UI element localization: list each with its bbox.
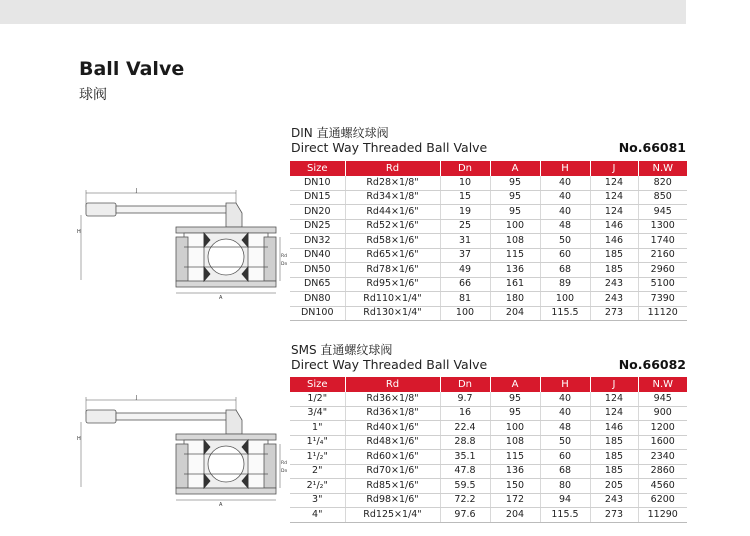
table-cell: 900 [638,406,687,421]
table-cell: Rd48×1/6" [345,435,440,450]
dim-label-a: A [219,295,223,301]
table-cell: 60 [540,248,590,263]
table-cell: 100 [540,292,590,307]
table-cell: 146 [590,219,638,234]
table-cell: Rd110×1/4" [345,292,440,307]
table-row [290,219,687,234]
table-row [290,234,687,249]
table-cell: 15 [440,190,490,205]
table-cell: Rd65×1/6" [345,248,440,263]
table-cell: 95 [490,406,540,421]
table-cell: Rd34×1/8" [345,190,440,205]
table-cell: Rd98×1/6" [345,493,440,508]
table-cell: 1200 [638,421,687,436]
table-cell: 172 [490,493,540,508]
top-banner-bar [0,0,686,24]
table-cell: 47.8 [440,464,490,479]
table-row [290,248,687,263]
table-row [290,435,687,450]
table-cell: DN40 [290,248,345,263]
table-row [290,464,687,479]
table-cell: DN65 [290,277,345,292]
table-cell: 204 [490,508,540,523]
table-row [290,292,687,307]
column-header: A [490,377,540,392]
table-row [290,277,687,292]
table-cell: 124 [590,176,638,190]
table-cell: 2340 [638,450,687,465]
table-cell: 25 [440,219,490,234]
table-cell: 1300 [638,219,687,234]
column-header: Dn [440,161,490,176]
table-cell: 50 [540,435,590,450]
dim-label-dn: Dn [281,469,288,474]
table-cell: 6200 [638,493,687,508]
table-cell: 243 [590,493,638,508]
table-cell: 124 [590,392,638,406]
table-cell: 2860 [638,464,687,479]
table-cell: 4" [290,508,345,523]
table-cell: DN50 [290,263,345,278]
table-cell: 108 [490,234,540,249]
table-cell: 40 [540,190,590,205]
table-cell: 1740 [638,234,687,249]
table-row [290,508,687,523]
table-cell: 1¹/₂" [290,450,345,465]
dim-label-j: J [136,395,138,401]
table-cell: 3/4" [290,406,345,421]
table-cell: 115.5 [540,508,590,523]
table-cell: 124 [590,190,638,205]
sms-heading-cn: SMS 直通螺纹球阀 [291,343,393,357]
table-cell: DN100 [290,306,345,321]
table-cell: 945 [638,205,687,220]
table-cell: 136 [490,263,540,278]
table-cell: 115 [490,450,540,465]
table-cell: DN15 [290,190,345,205]
table-cell: 273 [590,306,638,321]
table-cell: 1600 [638,435,687,450]
table-cell: Rd44×1/6" [345,205,440,220]
table-cell: 40 [540,406,590,421]
table-cell: 66 [440,277,490,292]
column-header: H [540,161,590,176]
table-row [290,392,687,406]
table-cell: 850 [638,190,687,205]
table-cell: 150 [490,479,540,494]
table-cell: Rd130×1/4" [345,306,440,321]
table-cell: 49 [440,263,490,278]
table-cell: Rd36×1/8" [345,392,440,406]
column-header: J [590,161,638,176]
table-cell: 60 [540,450,590,465]
table-cell: DN20 [290,205,345,220]
table-cell: 40 [540,176,590,190]
table-cell: 72.2 [440,493,490,508]
table-header-row [290,377,687,392]
table-cell: 185 [590,248,638,263]
table-cell: 37 [440,248,490,263]
table-cell: 243 [590,277,638,292]
column-header: Dn [440,377,490,392]
din-spec-table [290,161,687,321]
dim-label-dn: Dn [281,262,288,267]
table-row [290,306,687,321]
dim-label-rd: Rd [281,461,287,466]
table-cell: Rd28×1/8" [345,176,440,190]
table-cell: 97.6 [440,508,490,523]
table-cell: Rd125×1/4" [345,508,440,523]
table-cell: 80 [540,479,590,494]
table-cell: 9.7 [440,392,490,406]
table-row [290,263,687,278]
table-cell: 100 [490,421,540,436]
column-header: H [540,377,590,392]
table-cell: Rd58×1/6" [345,234,440,249]
table-cell: 2¹/₂" [290,479,345,494]
table-cell: 136 [490,464,540,479]
sms-valve-drawing [76,392,286,507]
table-cell: 59.5 [440,479,490,494]
table-cell: 273 [590,508,638,523]
dim-label-rd: Rd [281,254,287,259]
table-cell: 124 [590,205,638,220]
table-cell: 146 [590,234,638,249]
table-cell: 100 [440,306,490,321]
table-cell: 945 [638,392,687,406]
din-model-number: No.66081 [618,140,686,155]
table-cell: 4560 [638,479,687,494]
table-cell: 115 [490,248,540,263]
table-cell: 204 [490,306,540,321]
table-cell: 11120 [638,306,687,321]
table-cell: 40 [540,392,590,406]
page-title: Ball Valve [79,58,185,80]
table-cell: 2160 [638,248,687,263]
column-header: Rd [345,161,440,176]
column-header: N.W [638,377,687,392]
table-cell: 2" [290,464,345,479]
table-row [290,205,687,220]
table-cell: 19 [440,205,490,220]
table-row [290,190,687,205]
table-cell: 108 [490,435,540,450]
table-cell: 115.5 [540,306,590,321]
table-cell: 81 [440,292,490,307]
table-row [290,479,687,494]
table-cell: 31 [440,234,490,249]
dim-label-h: H [77,436,81,442]
dim-label-j: J [136,188,138,194]
table-cell: DN10 [290,176,345,190]
table-cell: 161 [490,277,540,292]
table-cell: 820 [638,176,687,190]
table-cell: 3" [290,493,345,508]
table-cell: 16 [440,406,490,421]
table-cell: 5100 [638,277,687,292]
table-cell: 100 [490,219,540,234]
din-heading-en: Direct Way Threaded Ball Valve [291,140,488,155]
column-header: Rd [345,377,440,392]
table-cell: Rd40×1/6" [345,421,440,436]
table-cell: 185 [590,450,638,465]
table-cell: 185 [590,263,638,278]
column-header: Size [290,161,345,176]
table-cell: 95 [490,392,540,406]
sms-spec-table [290,377,687,523]
table-cell: 68 [540,263,590,278]
table-cell: Rd70×1/6" [345,464,440,479]
table-cell: 94 [540,493,590,508]
table-cell: 89 [540,277,590,292]
table-cell: 48 [540,219,590,234]
table-cell: 2960 [638,263,687,278]
table-cell: 95 [490,205,540,220]
table-cell: DN80 [290,292,345,307]
table-cell: 205 [590,479,638,494]
table-cell: 95 [490,190,540,205]
dim-label-h: H [77,229,81,235]
table-cell: 11290 [638,508,687,523]
table-row [290,421,687,436]
table-cell: DN32 [290,234,345,249]
table-cell: 185 [590,464,638,479]
table-cell: 35.1 [440,450,490,465]
table-cell: DN25 [290,219,345,234]
dim-label-a: A [219,502,223,508]
table-cell: 243 [590,292,638,307]
table-cell: 1¹/₄" [290,435,345,450]
table-cell: 10 [440,176,490,190]
column-header: A [490,161,540,176]
column-header: N.W [638,161,687,176]
table-cell: 7390 [638,292,687,307]
din-heading-cn: DIN 直通螺纹球阀 [291,126,389,140]
din-valve-drawing [76,185,286,300]
table-cell: 28.8 [440,435,490,450]
table-row [290,450,687,465]
table-cell: Rd85×1/6" [345,479,440,494]
table-cell: Rd95×1/6" [345,277,440,292]
page-subtitle: 球阀 [79,87,107,103]
table-cell: 146 [590,421,638,436]
table-cell: 185 [590,435,638,450]
table-cell: 48 [540,421,590,436]
table-cell: 40 [540,205,590,220]
table-cell: 50 [540,234,590,249]
table-row [290,406,687,421]
table-header-row [290,161,687,176]
table-row [290,493,687,508]
table-cell: 180 [490,292,540,307]
column-header: Size [290,377,345,392]
table-cell: Rd36×1/8" [345,406,440,421]
sms-heading-en: Direct Way Threaded Ball Valve [291,357,488,372]
table-cell: 22.4 [440,421,490,436]
table-cell: 124 [590,406,638,421]
table-row [290,176,687,190]
table-cell: Rd52×1/6" [345,219,440,234]
table-cell: 95 [490,176,540,190]
table-cell: Rd78×1/6" [345,263,440,278]
table-cell: 1" [290,421,345,436]
table-cell: 1/2" [290,392,345,406]
table-cell: Rd60×1/6" [345,450,440,465]
table-cell: 68 [540,464,590,479]
sms-model-number: No.66082 [618,357,686,372]
column-header: J [590,377,638,392]
